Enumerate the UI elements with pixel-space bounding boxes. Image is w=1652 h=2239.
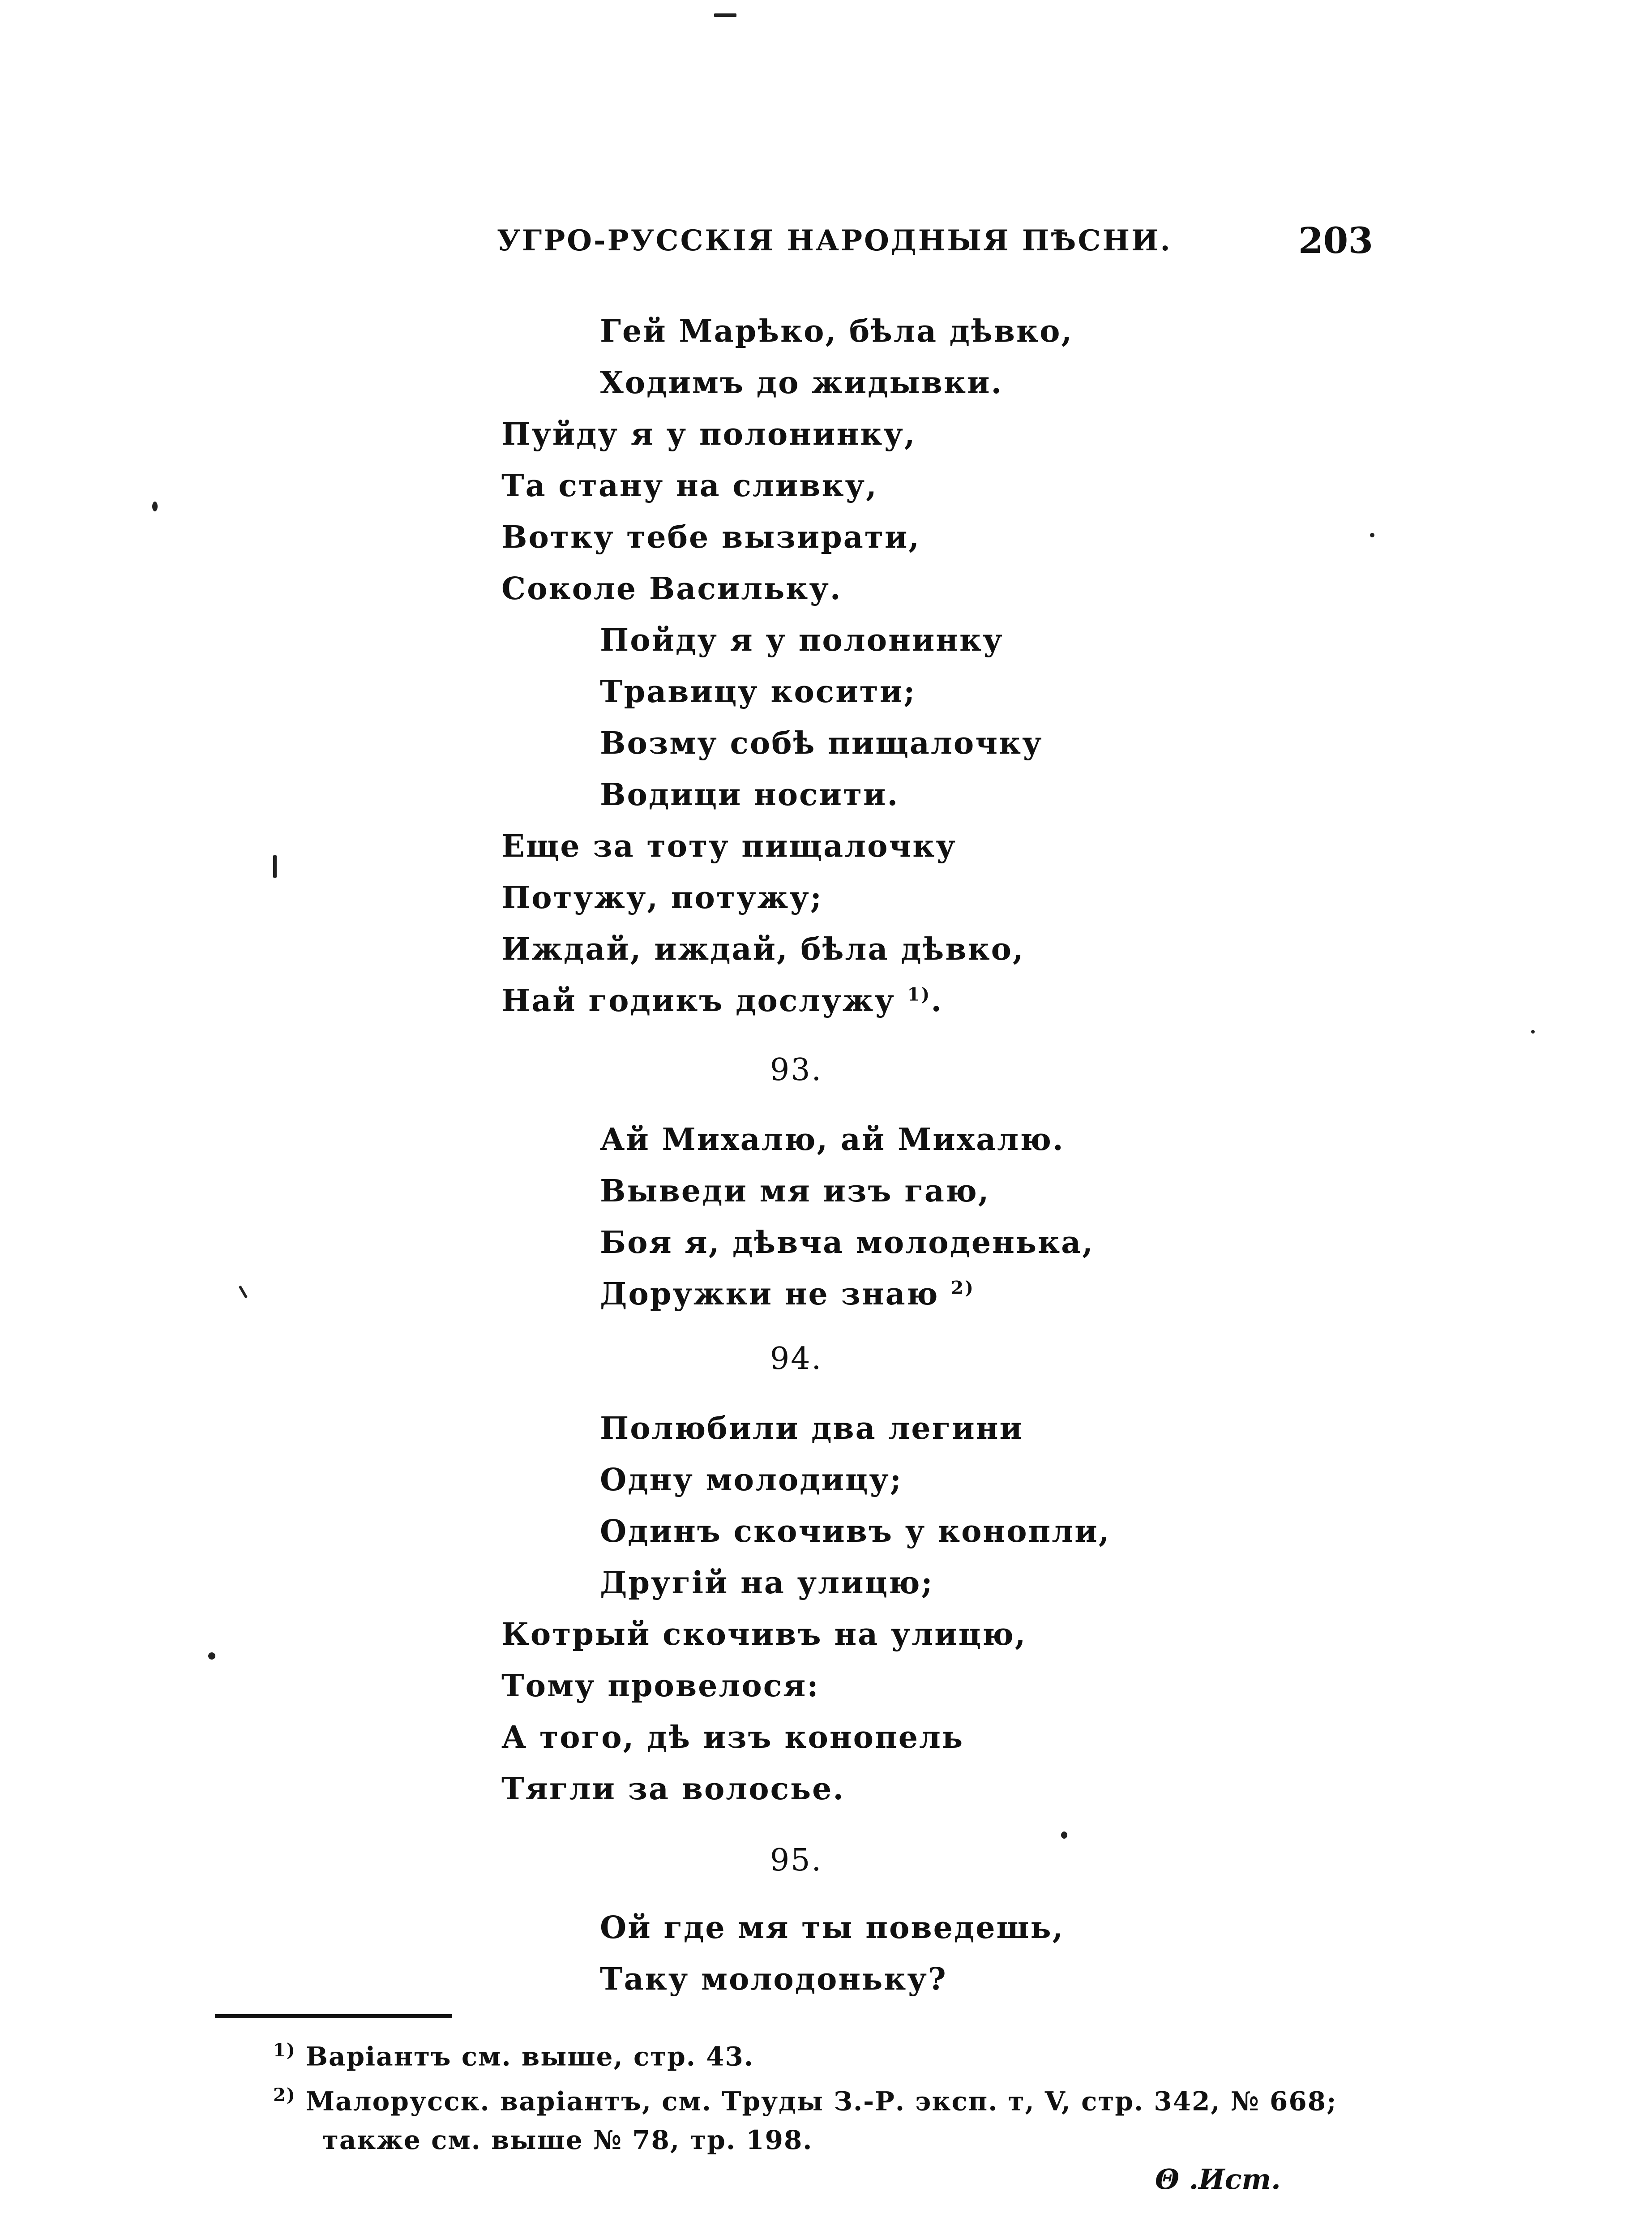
footnote-text: Малорусск. варіантъ, см. Труды З.-Р. эксп. т, V, стр. 342, № 668; xyxy=(305,2086,1337,2117)
verse-closing: . xyxy=(931,983,943,1019)
verse-line: Тягли за волосье. xyxy=(501,1771,845,1807)
page-number: 203 xyxy=(1298,219,1373,262)
song-number: 93. xyxy=(770,1052,823,1088)
signature: Θ .Ист. xyxy=(1155,2163,1281,2196)
verse-line: Соколе Васильку. xyxy=(501,571,842,607)
song-number: 94. xyxy=(770,1341,823,1377)
scan-speck xyxy=(714,13,736,17)
verse-line xyxy=(501,983,943,1019)
footnote-reference: 2) xyxy=(951,1277,975,1299)
verse-line: Возму собѣ пищалочку xyxy=(600,725,1043,761)
verse-line: Тому провелося: xyxy=(501,1668,820,1704)
verse-text: Доружки не знаю xyxy=(600,1276,939,1312)
scan-speck xyxy=(239,1286,248,1299)
verse-line: Ой где мя ты поведешь, xyxy=(600,1910,1065,1946)
verse-line: Выведи мя изъ гаю, xyxy=(600,1173,990,1209)
verse-line: Та стану на сливку, xyxy=(501,468,878,504)
footnote-divider xyxy=(215,2014,452,2018)
verse-line: Травицу косити; xyxy=(600,674,916,710)
footnote-reference: 1) xyxy=(907,984,931,1005)
verse-line: Пойду я у полонинку xyxy=(600,622,1004,658)
footnote-2-continuation: также см. выше № 78, тр. 198. xyxy=(322,2125,813,2155)
verse-line: Таку молодоньку? xyxy=(600,1961,947,1997)
scan-speck xyxy=(1531,1030,1535,1034)
running-header: УГРО-РУССКІЯ НАРОДНЫЯ ПѢСНИ. xyxy=(497,224,1172,257)
verse-line: Боя я, дѣвча молоденька, xyxy=(600,1225,1094,1261)
scan-speck xyxy=(208,1652,215,1660)
verse-line: Иждай, иждай, бѣла дѣвко, xyxy=(501,931,1025,967)
verse-line: Еще за тоту пищалочку xyxy=(501,828,957,864)
verse-text: Най годикъ дослужу xyxy=(501,983,895,1019)
verse-line: Вотку тебе вызирати, xyxy=(501,519,921,555)
footnote-text: Варіантъ см. выше, стр. 43. xyxy=(305,2041,754,2072)
footnote-marker: 2) xyxy=(273,2085,296,2106)
scan-speck xyxy=(273,855,277,878)
scan-speck xyxy=(1061,1832,1067,1839)
verse-line xyxy=(600,1276,975,1312)
footnote-2 xyxy=(273,2085,1337,2116)
verse-line: Котрый скочивъ на улицю, xyxy=(501,1617,1027,1652)
footnote-marker: 1) xyxy=(273,2040,296,2061)
verse-line: Полюбили два легини xyxy=(600,1411,1023,1446)
footnote-1 xyxy=(273,2040,754,2072)
verse-line: Пуйду я у полонинку, xyxy=(501,416,916,452)
verse-line: Водици носити. xyxy=(600,777,899,813)
verse-line: А того, дѣ изъ конопель xyxy=(501,1720,964,1755)
song-number: 95. xyxy=(770,1843,823,1878)
verse-line: Другій на улицю; xyxy=(600,1565,934,1601)
scan-speck xyxy=(1370,533,1374,537)
verse-line: Одинъ скочивъ у конопли, xyxy=(600,1514,1111,1549)
verse-line: Ай Михалю, ай Михалю. xyxy=(600,1122,1065,1158)
verse-line: Гей Марѣко, бѣла дѣвко, xyxy=(600,313,1074,349)
verse-line: Ходимъ до жидывки. xyxy=(600,365,1003,401)
verse-line: Одну молодицу; xyxy=(600,1462,903,1498)
verse-line: Потужу, потужу; xyxy=(501,880,823,916)
scan-speck xyxy=(152,502,158,511)
